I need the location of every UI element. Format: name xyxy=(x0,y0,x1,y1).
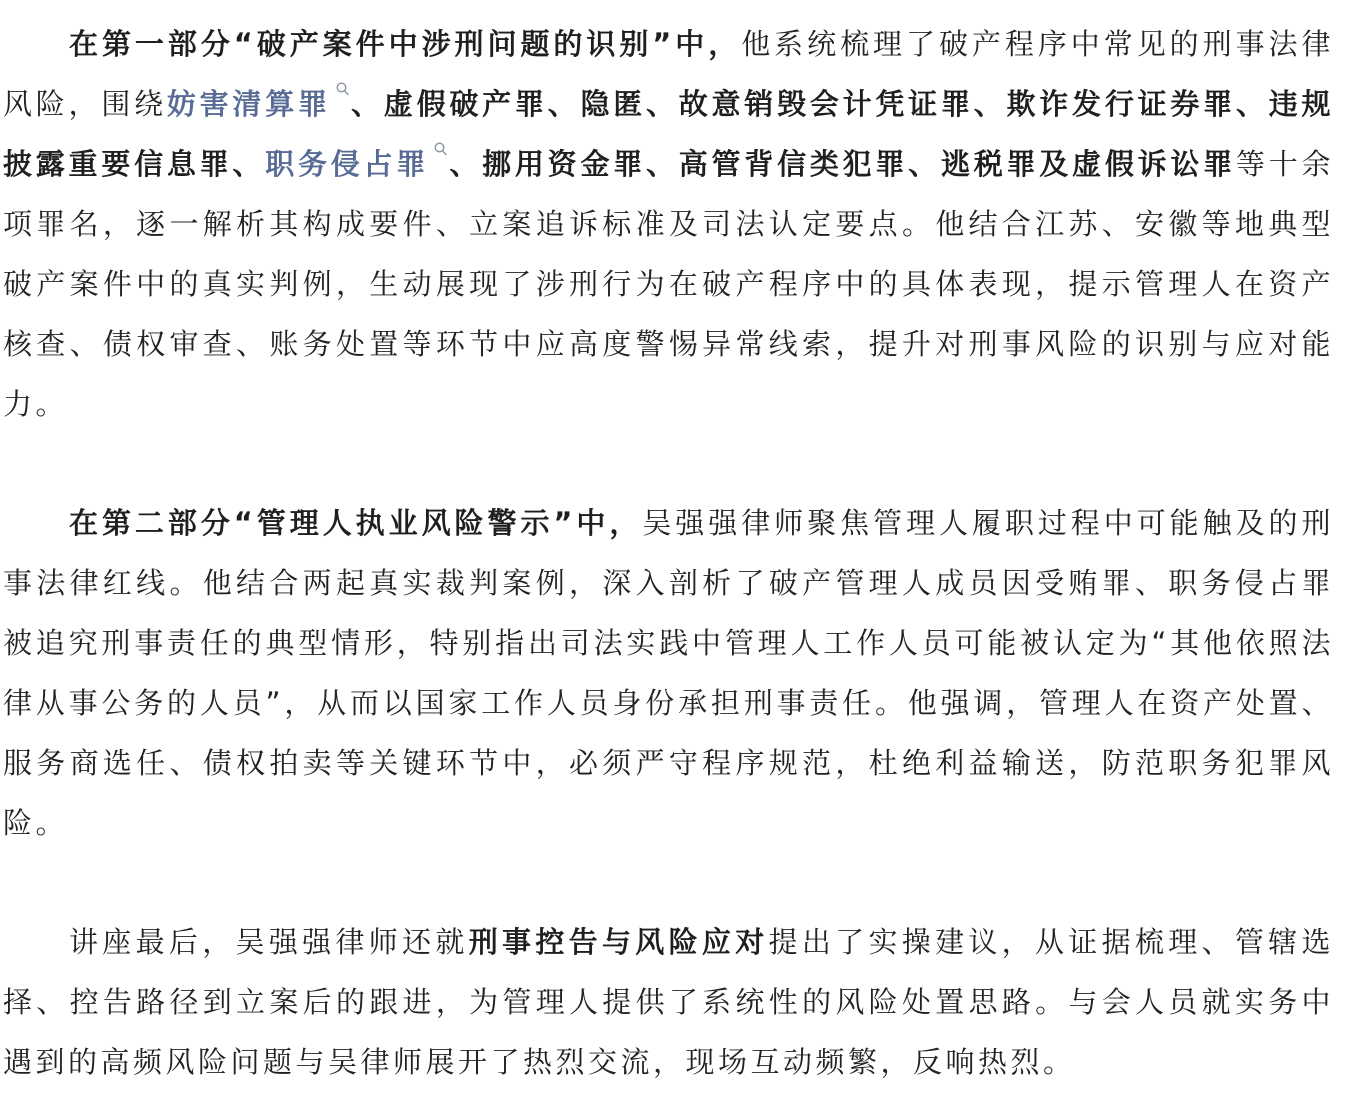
text-run: 讲座最后，吴强强律师还就 xyxy=(69,925,469,959)
text-run: 他系统梳理了破产程序中常见的刑事法律风险，围绕 xyxy=(3,27,1334,121)
text-run: 提出了实操建议，从证据梳理、管辖选择、控告路径到立案后的跟进，为管理人提供了系统性的风险处置思路。与会人员就实务中遇到的高频风险问题与吴律师展开了热烈交流，现场互动频繁，反响热烈。 xyxy=(3,925,1334,1079)
text-run: 在第二部分“管理人执业风险警示”中， xyxy=(69,506,643,540)
text-run: 等十余项罪名，逐一解析其构成要件、立案追诉标准及司法认定要点。他结合江苏、安徽等地典型破产案件中的真实判例，生动展现了涉刑行为在破产程序中的具体表现，提示管理人在资产核查、债权审查、账务处置等环节中应高度警惕异常线索，提升对刑事风险的识别与应对能力。 xyxy=(3,147,1334,421)
text-run: 、虚假破产罪、隐匿、故意销毁会计凭证罪、欺诈发行证券罪、违规披露重要信息罪、 xyxy=(3,87,1334,181)
text-run: 刑事控告与风险应对 xyxy=(468,925,769,959)
text-run: 在第一部分“破产案件中涉刑问题的识别”中， xyxy=(69,27,742,61)
keyword-link-obstructing-liquidation[interactable]: 妨害清算罪 xyxy=(166,87,331,121)
paragraph-part1 xyxy=(3,14,1334,434)
text-run: 吴强强律师聚焦管理人履职过程中可能触及的刑事法律红线。他结合两起真实裁判案例，深入剖析了破产管理人成员因受贿罪、职务侵占罪被追究刑事责任的典型情形，特别指出司法实践中管理人工作人员可能被认定为“其他依照法律从事公务的人员”，从而以国家工作人员身份承担刑事责任。他强调，管理人在资产处置、服务商选任、债权拍卖等关键环节中，必须严守程序规范，杜绝利益输送，防范职务犯罪风险。 xyxy=(3,506,1334,840)
text-run: 、挪用资金罪、高管背信类犯罪、逃税罪及虚假诉讼罪 xyxy=(449,147,1236,181)
paragraph-part3 xyxy=(3,912,1334,1092)
search-icon[interactable] xyxy=(434,142,447,158)
keyword-link-embezzlement[interactable]: 职务侵占罪 xyxy=(265,147,430,181)
search-icon[interactable] xyxy=(336,82,349,98)
paragraph-part2 xyxy=(3,493,1334,853)
